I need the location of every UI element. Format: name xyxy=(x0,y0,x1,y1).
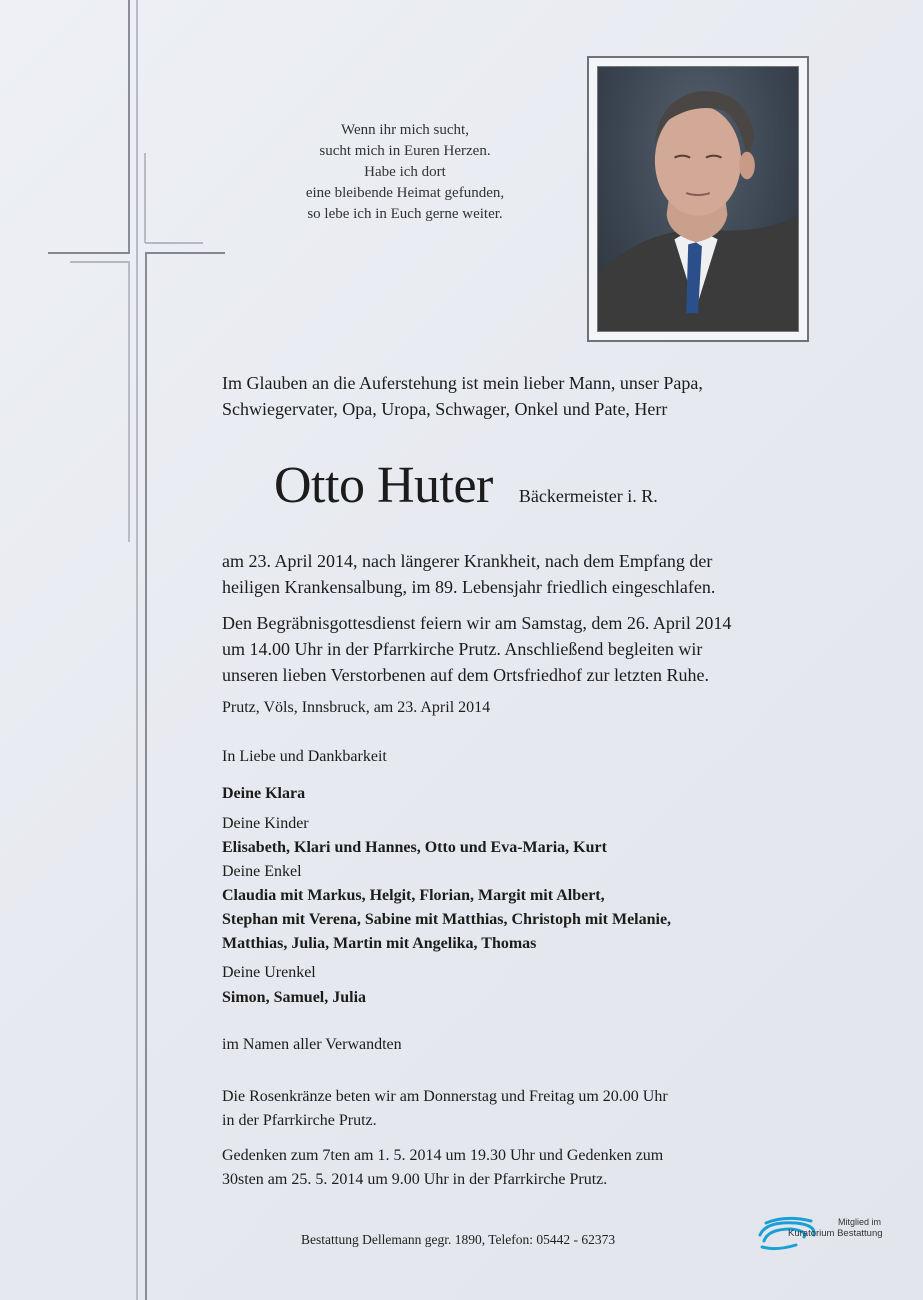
cross-horizontal-right xyxy=(145,252,225,254)
funeral-line: um 14.00 Uhr in der Pfarrkirche Prutz. Anschließend begleiten wir xyxy=(222,639,703,659)
poem-line: Habe ich dort xyxy=(364,164,446,180)
family-great-grandchildren-section xyxy=(222,960,842,1010)
grandchildren-names: Claudia mit Markus, Helgit, Florian, Margit mit Albert, xyxy=(222,887,605,904)
death-notice-line: am 23. April 2014, nach längerer Krankheit, nach dem Empfang der xyxy=(222,551,713,571)
funeral-line: Den Begräbnisgottesdienst feiern wir am Samstag, dem 26. April 2014 xyxy=(222,613,732,633)
logo-text-line2: Kuratorium Bestattung xyxy=(788,1228,883,1239)
children-label: Deine Kinder xyxy=(222,815,309,832)
cross-horizontal-left xyxy=(48,252,130,254)
rosary-info xyxy=(222,1085,842,1133)
cross-vertical-left-shadow xyxy=(136,0,138,1300)
cross-horizontal-upper-right xyxy=(145,242,203,244)
deceased-name: Otto Huter xyxy=(274,457,493,514)
portrait-illustration xyxy=(598,67,798,331)
children-names: Elisabeth, Klari und Hannes, Otto und Eva-Maria, Kurt xyxy=(222,839,607,856)
great-grandchildren-names: Simon, Samuel, Julia xyxy=(222,989,367,1006)
cross-vertical-left xyxy=(128,0,130,252)
funeral-details xyxy=(222,610,842,688)
cross-vertical-lower-left xyxy=(128,262,130,542)
cross-vertical-right xyxy=(145,252,147,1300)
memorial-line: 30sten am 25. 5. 2014 um 9.00 Uhr in der Pfarrkirche Prutz. xyxy=(222,1171,608,1188)
cross-horizontal-lower-left xyxy=(70,261,130,263)
death-notice xyxy=(222,548,842,600)
grandchildren-names: Matthias, Julia, Martin mit Angelika, Thomas xyxy=(222,935,537,952)
memorial-info xyxy=(222,1144,842,1192)
relatives-note: im Namen aller Verwandten xyxy=(222,1036,402,1053)
grandchildren-label: Deine Enkel xyxy=(222,863,302,880)
memorial-line: Gedenken zum 7ten am 1. 5. 2014 um 19.30 Uhr und Gedenken zum xyxy=(222,1147,664,1164)
portrait-photo xyxy=(597,66,799,332)
funeral-home-footer: Bestattung Dellemann gegr. 1890, Telefon: 05442 - 62373 xyxy=(301,1232,616,1247)
grandchildren-names: Stephan mit Verena, Sabine mit Matthias, Christoph mit Melanie, xyxy=(222,911,672,928)
memorial-poem xyxy=(250,120,560,225)
intro-line: Schwiegervater, Opa, Uropa, Schwager, Onkel und Pate, Herr xyxy=(222,399,668,419)
great-grandchildren-label: Deine Urenkel xyxy=(222,964,316,981)
cross-vertical-inner xyxy=(144,153,146,243)
deceased-heading xyxy=(274,455,658,517)
rosary-line: in der Pfarrkirche Prutz. xyxy=(222,1112,377,1129)
family-children-section xyxy=(222,812,842,956)
poem-line: Wenn ihr mich sucht, xyxy=(341,122,469,138)
rosary-line: Die Rosenkränze beten wir am Donnerstag und Freitag um 20.00 Uhr xyxy=(222,1088,668,1105)
portrait-frame xyxy=(587,56,809,342)
intro-text xyxy=(222,370,842,422)
poem-line: so lebe ich in Euch gerne weiter. xyxy=(307,206,503,222)
poem-line: eine bleibende Heimat gefunden, xyxy=(305,185,505,201)
kuratorium-logo xyxy=(756,1213,896,1253)
place-date: Prutz, Völs, Innsbruck, am 23. April 2014 xyxy=(222,699,491,716)
family-greeting: In Liebe und Dankbarkeit xyxy=(222,748,387,765)
poem-line: sucht mich in Euren Herzen. xyxy=(319,143,491,159)
deceased-title: Bäckermeister i. R. xyxy=(518,486,658,506)
logo-text-line1: Mitglied im xyxy=(838,1217,882,1227)
death-notice-line: heiligen Krankensalbung, im 89. Lebensjahr friedlich eingeschlafen. xyxy=(222,577,716,597)
funeral-line: unseren lieben Verstorbenen auf dem Ortsfriedhof zur letzten Ruhe. xyxy=(222,665,709,685)
family-wife: Deine Klara xyxy=(222,785,306,802)
intro-line: Im Glauben an die Auferstehung ist mein lieber Mann, unser Papa, xyxy=(222,373,703,393)
